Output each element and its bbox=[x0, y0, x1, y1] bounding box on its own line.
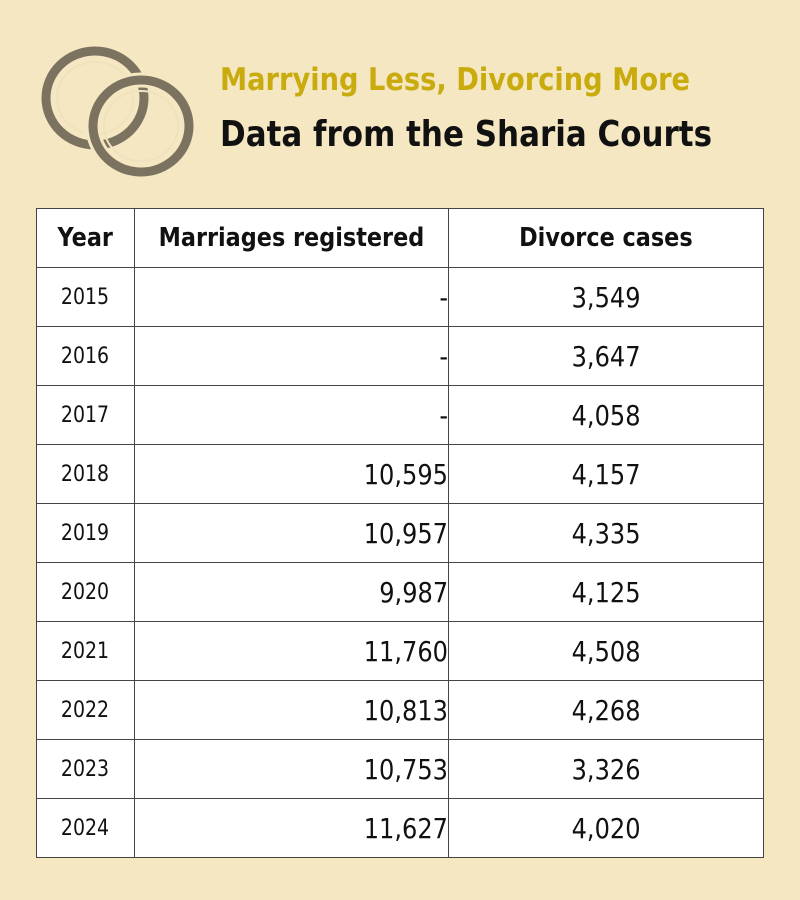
marriages-cell: 11,760 bbox=[134, 622, 448, 681]
chart-subtitle: Data from the Sharia Courts bbox=[220, 114, 713, 155]
year-cell: 2023 bbox=[37, 740, 135, 799]
divorces-cell: 3,549 bbox=[448, 268, 763, 327]
marriages-cell: 10,813 bbox=[134, 681, 448, 740]
column-header-divorces: Divorce cases bbox=[448, 209, 763, 268]
year-cell: 2020 bbox=[37, 563, 135, 622]
divorces-cell: 4,058 bbox=[448, 386, 763, 445]
table-row bbox=[37, 268, 764, 327]
year-cell: 2015 bbox=[37, 268, 135, 327]
table-row bbox=[37, 681, 764, 740]
year-cell: 2021 bbox=[37, 622, 135, 681]
divorces-cell: 4,020 bbox=[448, 799, 763, 858]
marriages-cell: - bbox=[134, 386, 448, 445]
marriages-cell: 9,987 bbox=[134, 563, 448, 622]
table-row bbox=[37, 622, 764, 681]
divorces-cell: 3,647 bbox=[448, 327, 763, 386]
divorces-cell: 3,326 bbox=[448, 740, 763, 799]
table-row bbox=[37, 504, 764, 563]
divorces-cell: 4,335 bbox=[448, 504, 763, 563]
table-row bbox=[37, 740, 764, 799]
year-cell: 2019 bbox=[37, 504, 135, 563]
marriages-cell: 11,627 bbox=[134, 799, 448, 858]
year-cell: 2018 bbox=[37, 445, 135, 504]
marriages-cell: 10,753 bbox=[134, 740, 448, 799]
table-header-row bbox=[37, 209, 764, 268]
table-row bbox=[37, 386, 764, 445]
divorces-cell: 4,125 bbox=[448, 563, 763, 622]
year-cell: 2017 bbox=[37, 386, 135, 445]
table-row bbox=[37, 327, 764, 386]
marriages-cell: 10,595 bbox=[134, 445, 448, 504]
divorces-cell: 4,268 bbox=[448, 681, 763, 740]
table-row bbox=[37, 445, 764, 504]
year-cell: 2022 bbox=[37, 681, 135, 740]
table-body bbox=[37, 268, 764, 858]
year-cell: 2024 bbox=[37, 799, 135, 858]
marriages-cell: 10,957 bbox=[134, 504, 448, 563]
divorces-cell: 4,508 bbox=[448, 622, 763, 681]
data-table bbox=[36, 208, 764, 858]
column-header-marriages: Marriages registered bbox=[134, 209, 448, 268]
marriages-cell: - bbox=[134, 268, 448, 327]
marriages-cell: - bbox=[134, 327, 448, 386]
table-row bbox=[37, 563, 764, 622]
column-header-year: Year bbox=[37, 209, 135, 268]
table-row bbox=[37, 799, 764, 858]
wedding-rings-icon bbox=[38, 40, 203, 185]
year-cell: 2016 bbox=[37, 327, 135, 386]
chart-title: Marrying Less, Divorcing More bbox=[220, 62, 691, 98]
divorces-cell: 4,157 bbox=[448, 445, 763, 504]
